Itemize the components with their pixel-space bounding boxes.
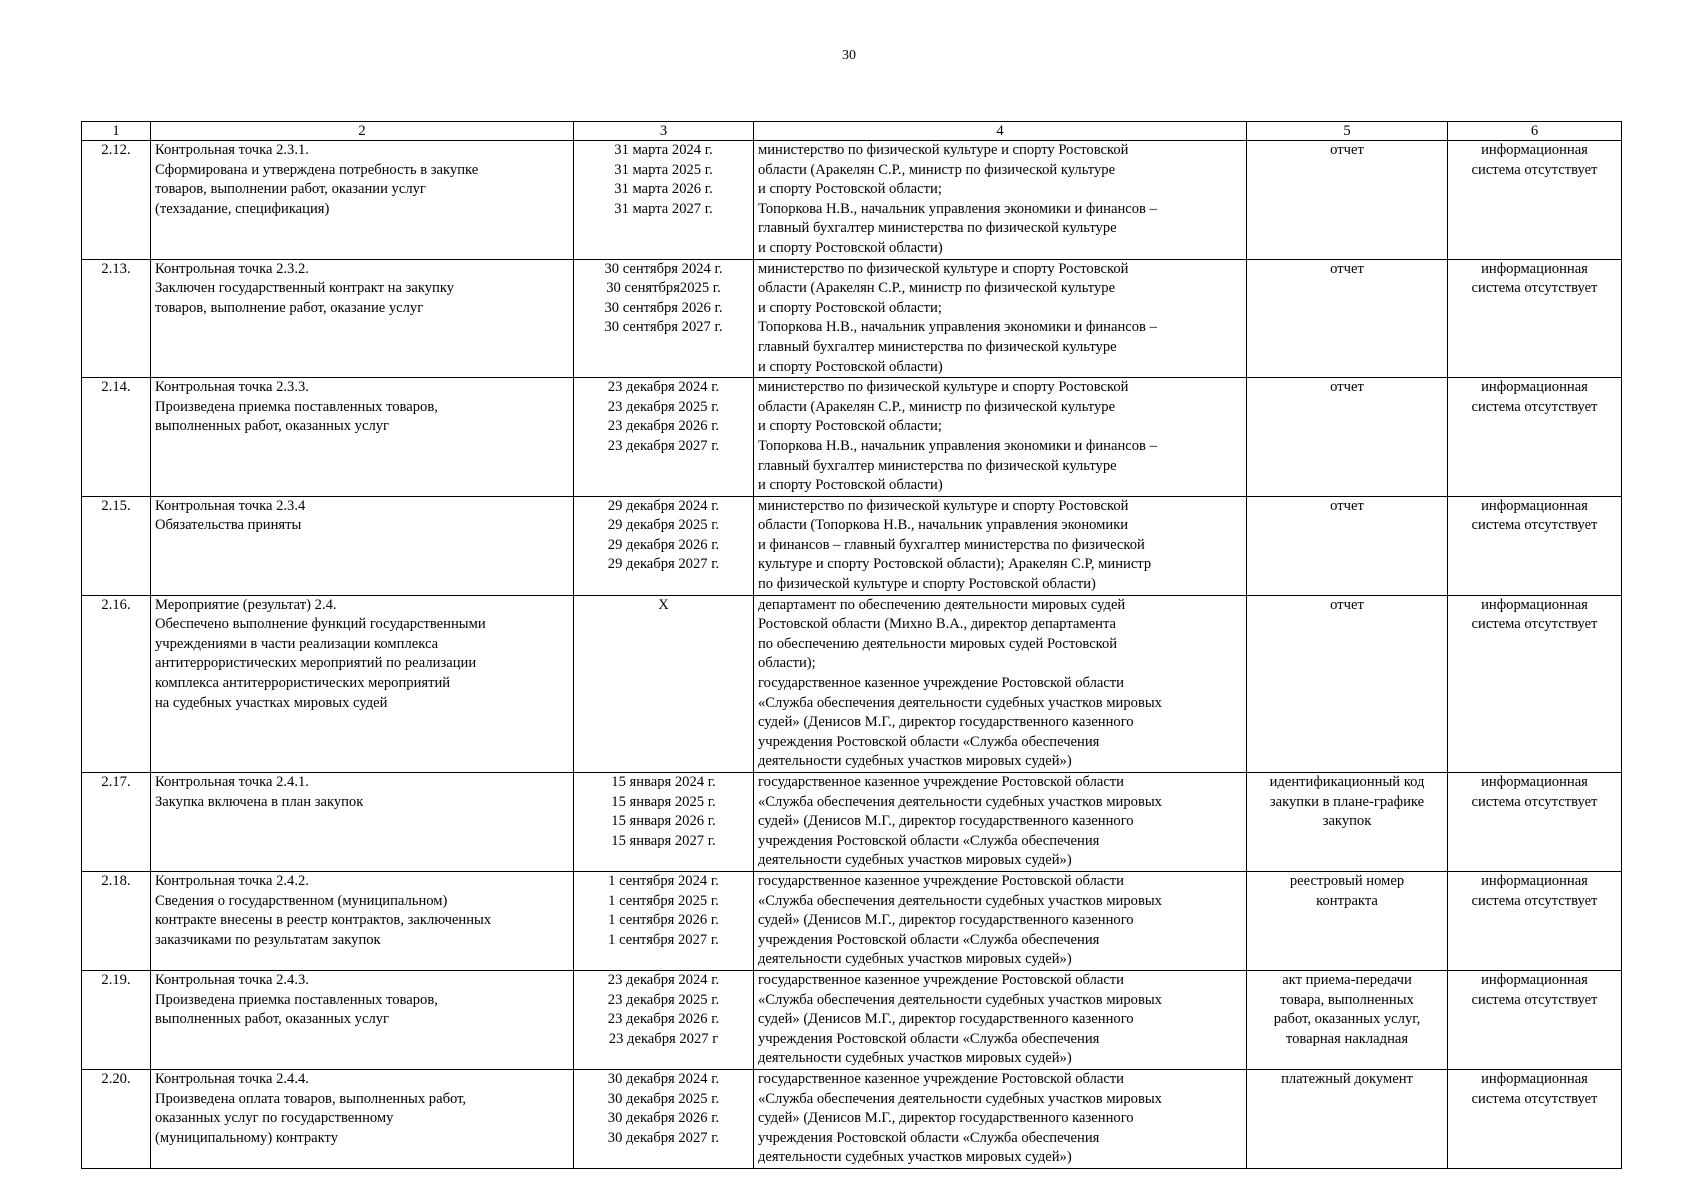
cell-line: система отсутствует xyxy=(1471,991,1598,1008)
item-name-cell xyxy=(151,970,574,1069)
document-cell xyxy=(1247,1069,1448,1168)
document-cell xyxy=(1247,496,1448,595)
document-cell xyxy=(1247,141,1448,260)
info-system-cell xyxy=(1448,773,1622,872)
deadline-cell xyxy=(574,259,754,378)
cell-line: выполненных работ, оказанных услуг xyxy=(155,1011,390,1028)
cell-line: 23 декабря 2027 г xyxy=(608,1030,719,1047)
cell-line: государственное казенное учреждение Ростовской области xyxy=(758,1070,1124,1087)
item-name-cell xyxy=(151,773,574,872)
cell-line: работ, оказанных услуг, xyxy=(1273,1011,1421,1028)
document-cell xyxy=(1247,595,1448,772)
header-cell: 1 xyxy=(82,122,151,141)
cell-line: главный бухгалтер министерства по физической культуре xyxy=(758,338,1117,355)
cell-line: судей» (Денисов М.Г., директор государственного казенного xyxy=(758,912,1134,929)
cell-line: 30 сентября 2027 г. xyxy=(604,319,723,336)
cell-line: 31 марта 2025 г. xyxy=(614,161,713,178)
cell-line: отчет xyxy=(1330,260,1364,277)
responsible-cell xyxy=(754,1069,1247,1168)
cell-line: 15 января 2024 г. xyxy=(611,774,716,790)
cell-line: и спорту Ростовской области; xyxy=(758,181,942,198)
cell-line: информационная xyxy=(1481,379,1588,396)
cell-line: система отсутствует xyxy=(1471,892,1598,909)
cell-line: 23 декабря 2024 г. xyxy=(607,379,720,396)
cell-line: Произведена приемка поставленных товаров, xyxy=(155,398,438,415)
cell-line: 23 декабря 2026 г. xyxy=(607,418,720,435)
cell-line: Обязательства приняты xyxy=(155,517,302,534)
cell-line: Топоркова Н.В., начальник управления экономики и финансов – xyxy=(758,319,1157,336)
table-row xyxy=(82,773,1622,872)
cell-line: «Служба обеспечения деятельности судебных участков мировых xyxy=(758,892,1162,909)
cell-line: отчет xyxy=(1330,497,1364,514)
cell-line: товаров, выполнение работ, оказание услуг xyxy=(155,299,424,316)
cell-line: Контрольная точка 2.3.2. xyxy=(155,260,309,277)
header-cell: 6 xyxy=(1448,122,1622,141)
cell-line: 23 декабря 2025 г. xyxy=(607,991,720,1008)
header-cell: 4 xyxy=(754,122,1247,141)
cell-line: министерство по физической культуре и спорту Ростовской xyxy=(758,497,1129,514)
cell-line: и спорту Ростовской области; xyxy=(758,299,942,316)
cell-line: и спорту Ростовской области) xyxy=(758,239,943,256)
cell-line: Обеспечено выполнение функций государственными xyxy=(155,616,486,633)
cell-line: 29 декабря 2024 г. xyxy=(607,497,720,514)
cell-line: 15 января 2025 г. xyxy=(611,793,716,810)
cell-line: области (Аракелян С.Р., министр по физической культуре xyxy=(758,280,1116,297)
cell-line: информационная xyxy=(1481,971,1588,988)
deadline-cell xyxy=(574,595,754,772)
info-system-cell xyxy=(1448,871,1622,970)
cell-line: (муниципальному) контракту xyxy=(155,1129,339,1146)
responsible-cell xyxy=(754,773,1247,872)
cell-line: платежный документ xyxy=(1281,1070,1413,1087)
cell-line: государственное казенное учреждение Ростовской области xyxy=(758,774,1124,790)
cell-line: культуре и спорту Ростовской области); Аракелян С.Р, министр xyxy=(758,556,1152,573)
page-number: 30 xyxy=(842,48,856,63)
cell-line: 23 декабря 2025 г. xyxy=(607,398,720,415)
info-system-cell xyxy=(1448,1069,1622,1168)
cell-line: судей» (Денисов М.Г., директор государственного казенного xyxy=(758,1110,1134,1127)
cell-line: идентификационный код xyxy=(1269,774,1425,790)
info-system-cell xyxy=(1448,378,1622,497)
cell-line: заказчиками по результатам закупок xyxy=(155,931,381,948)
cell-line: 29 декабря 2027 г. xyxy=(607,556,720,573)
cell-line: Произведена оплата товаров, выполненных работ, xyxy=(155,1090,467,1107)
cell-line: система отсутствует xyxy=(1471,280,1598,297)
header-cell: 3 xyxy=(574,122,754,141)
cell-line: деятельности судебных участков мировых судей») xyxy=(758,852,1072,869)
deadline-cell xyxy=(574,378,754,497)
cell-line: система отсутствует xyxy=(1471,161,1598,178)
table-row xyxy=(82,970,1622,1069)
cell-line: министерство по физической культуре и спорту Ростовской xyxy=(758,379,1129,396)
cell-line: Заключен государственный контракт на закупку xyxy=(155,280,455,297)
header-cell: 5 xyxy=(1247,122,1448,141)
cell-line: учреждениями в части реализации комплекса xyxy=(155,635,439,652)
responsible-cell xyxy=(754,970,1247,1069)
responsible-cell xyxy=(754,378,1247,497)
cell-line: 15 января 2026 г. xyxy=(611,813,716,830)
cell-line: информационная xyxy=(1481,260,1588,277)
row-number-cell: 2.20. xyxy=(82,1069,151,1168)
cell-line: товара, выполненных xyxy=(1280,991,1414,1008)
cell-line: 1 сентября 2026 г. xyxy=(608,912,719,929)
row-number-cell: 2.18. xyxy=(82,871,151,970)
responsible-cell xyxy=(754,595,1247,772)
cell-line: 1 сентября 2027 г. xyxy=(608,931,719,948)
deadline-cell xyxy=(574,871,754,970)
cell-line: информационная xyxy=(1481,596,1588,613)
cell-line: оказанных услуг по государственному xyxy=(155,1110,394,1127)
responsible-cell xyxy=(754,259,1247,378)
cell-line: Топоркова Н.В., начальник управления экономики и финансов – xyxy=(758,200,1157,217)
item-name-cell xyxy=(151,141,574,260)
cell-line: деятельности судебных участков мировых судей») xyxy=(758,951,1072,968)
table-header-row xyxy=(82,122,1622,141)
deadline-cell xyxy=(574,496,754,595)
table-row xyxy=(82,141,1622,260)
responsible-cell xyxy=(754,141,1247,260)
cell-line: система отсутствует xyxy=(1471,517,1598,534)
cell-line: система отсутствует xyxy=(1471,398,1598,415)
cell-line: система отсутствует xyxy=(1471,793,1598,810)
cell-line: государственное казенное учреждение Ростовской области xyxy=(758,675,1124,692)
cell-line: 30 декабря 2025 г. xyxy=(607,1090,720,1107)
cell-line: 31 марта 2026 г. xyxy=(614,181,713,198)
cell-line: Контрольная точка 2.3.3. xyxy=(155,379,309,396)
deadline-cell xyxy=(574,773,754,872)
cell-line: судей» (Денисов М.Г., директор государственного казенного xyxy=(758,714,1134,731)
cell-line: Мероприятие (результат) 2.4. xyxy=(155,596,337,613)
cell-line: главный бухгалтер министерства по физической культуре xyxy=(758,457,1117,474)
cell-line: 30 декабря 2024 г. xyxy=(607,1070,720,1087)
row-number-cell: 2.15. xyxy=(82,496,151,595)
cell-line: информационная xyxy=(1481,497,1588,514)
cell-line: товаров, выполнении работ, оказании услуг xyxy=(155,181,426,198)
table-row xyxy=(82,496,1622,595)
row-number-cell: 2.19. xyxy=(82,970,151,1069)
cell-line: 1 сентября 2025 г. xyxy=(608,892,719,909)
cell-line: Контрольная точка 2.3.1. xyxy=(155,142,309,158)
cell-line: Топоркова Н.В., начальник управления экономики и финансов – xyxy=(758,437,1157,454)
item-name-cell xyxy=(151,496,574,595)
cell-line: Сформирована и утверждена потребность в закупке xyxy=(155,161,479,178)
cell-line: области (Аракелян С.Р., министр по физической культуре xyxy=(758,398,1116,415)
cell-line: Контрольная точка 2.4.4. xyxy=(155,1070,309,1087)
cell-line: Ростовской области (Михно В.А., директор департамента xyxy=(758,616,1116,633)
cell-line: Контрольная точка 2.4.1. xyxy=(155,774,309,790)
cell-line: на судебных участках мировых судей xyxy=(155,694,388,711)
cell-line: министерство по физической культуре и спорту Ростовской xyxy=(758,260,1129,277)
cell-line: по обеспечению деятельности мировых судей Ростовской xyxy=(758,635,1118,652)
cell-line: 30 сенятбря2025 г. xyxy=(606,280,721,297)
cell-line: 23 декабря 2027 г. xyxy=(607,437,720,454)
cell-line: 29 декабря 2025 г. xyxy=(607,517,720,534)
row-number-cell: 2.13. xyxy=(82,259,151,378)
cell-line: учреждения Ростовской области «Служба обеспечения xyxy=(758,832,1100,849)
cell-line: 30 сентября 2024 г. xyxy=(604,260,723,277)
cell-line: судей» (Денисов М.Г., директор государственного казенного xyxy=(758,813,1134,830)
cell-line: товарная накладная xyxy=(1285,1030,1409,1047)
cell-line: по физической культуре и спорту Ростовской области) xyxy=(758,576,1096,593)
cell-line: области); xyxy=(758,655,816,672)
cell-line: закупок xyxy=(1322,813,1372,830)
row-number-cell: 2.14. xyxy=(82,378,151,497)
table-row xyxy=(82,595,1622,772)
responsible-cell xyxy=(754,871,1247,970)
cell-line: и спорту Ростовской области; xyxy=(758,418,942,435)
cell-line: Контрольная точка 2.4.2. xyxy=(155,872,309,889)
cell-line: судей» (Денисов М.Г., директор государственного казенного xyxy=(758,1011,1134,1028)
cell-line: деятельности судебных участков мировых судей») xyxy=(758,753,1072,770)
item-name-cell xyxy=(151,595,574,772)
table-row xyxy=(82,378,1622,497)
table-row xyxy=(82,871,1622,970)
cell-line: учреждения Ростовской области «Служба обеспечения xyxy=(758,1129,1100,1146)
cell-line: Контрольная точка 2.4.3. xyxy=(155,971,309,988)
cell-line: главный бухгалтер министерства по физической культуре xyxy=(758,220,1117,237)
cell-line: 15 января 2027 г. xyxy=(611,832,716,849)
cell-line: 30 декабря 2026 г. xyxy=(607,1110,720,1127)
document-cell xyxy=(1247,259,1448,378)
cell-line: (техзадание, спецификация) xyxy=(155,200,330,217)
cell-line: 29 декабря 2026 г. xyxy=(607,536,720,553)
deadline-cell xyxy=(574,970,754,1069)
cell-line: и спорту Ростовской области) xyxy=(758,358,943,375)
cell-line: «Служба обеспечения деятельности судебных участков мировых xyxy=(758,1090,1162,1107)
cell-line: «Служба обеспечения деятельности судебных участков мировых xyxy=(758,793,1162,810)
info-system-cell xyxy=(1448,141,1622,260)
cell-line: деятельности судебных участков мировых судей») xyxy=(758,1149,1072,1166)
cell-line: департамент по обеспечению деятельности мировых судей xyxy=(758,596,1126,613)
cell-line: 31 марта 2024 г. xyxy=(614,142,713,158)
cell-line: учреждения Ростовской области «Служба обеспечения xyxy=(758,931,1100,948)
cell-line: система отсутствует xyxy=(1471,1090,1598,1107)
cell-line: Контрольная точка 2.3.4 xyxy=(155,497,306,514)
info-system-cell xyxy=(1448,595,1622,772)
cell-line: информационная xyxy=(1481,142,1588,158)
cell-line: реестровый номер xyxy=(1289,872,1405,889)
row-number-cell: 2.16. xyxy=(82,595,151,772)
table-row xyxy=(82,1069,1622,1168)
cell-line: отчет xyxy=(1330,596,1364,613)
cell-line: области (Аракелян С.Р., министр по физической культуре xyxy=(758,161,1116,178)
item-name-cell xyxy=(151,871,574,970)
row-number-cell: 2.17. xyxy=(82,773,151,872)
cell-line: отчет xyxy=(1330,379,1364,396)
info-system-cell xyxy=(1448,259,1622,378)
cell-line: 30 декабря 2027 г. xyxy=(607,1129,720,1146)
cell-line: акт приема-передачи xyxy=(1282,971,1412,988)
cell-line: информационная xyxy=(1481,872,1588,889)
responsible-cell xyxy=(754,496,1247,595)
cell-line: контракта xyxy=(1316,892,1378,909)
table-row xyxy=(82,259,1622,378)
cell-line: области (Топоркова Н.В., начальник управления экономики xyxy=(758,517,1129,534)
document-cell xyxy=(1247,378,1448,497)
document-cell xyxy=(1247,773,1448,872)
cell-line: деятельности судебных участков мировых судей») xyxy=(758,1050,1072,1067)
document-cell xyxy=(1247,871,1448,970)
cell-line: Закупка включена в план закупок xyxy=(155,793,364,810)
cell-line: антитеррористических мероприятий по реализации xyxy=(155,655,477,672)
control-points-table xyxy=(81,121,1622,1169)
cell-line: информационная xyxy=(1481,1070,1588,1087)
cell-line: 1 сентября 2024 г. xyxy=(608,872,719,889)
info-system-cell xyxy=(1448,970,1622,1069)
cell-line: государственное казенное учреждение Ростовской области xyxy=(758,872,1124,889)
cell-line: отчет xyxy=(1330,142,1364,158)
cell-line: и спорту Ростовской области) xyxy=(758,477,943,494)
cell-line: учреждения Ростовской области «Служба обеспечения xyxy=(758,733,1100,750)
row-number-cell: 2.12. xyxy=(82,141,151,260)
cell-line: 23 декабря 2026 г. xyxy=(607,1011,720,1028)
cell-line: Сведения о государственном (муниципальном) xyxy=(155,892,448,909)
cell-line: министерство по физической культуре и спорту Ростовской xyxy=(758,142,1129,158)
cell-line: учреждения Ростовской области «Служба обеспечения xyxy=(758,1030,1100,1047)
cell-line: 30 сентября 2026 г. xyxy=(604,299,723,316)
item-name-cell xyxy=(151,378,574,497)
item-name-cell xyxy=(151,259,574,378)
cell-line: система отсутствует xyxy=(1471,616,1598,633)
item-name-cell xyxy=(151,1069,574,1168)
cell-line: выполненных работ, оказанных услуг xyxy=(155,418,390,435)
cell-line: и финансов – главный бухгалтер министерства по физической xyxy=(758,536,1145,553)
cell-line: информационная xyxy=(1481,774,1588,790)
cell-line: «Служба обеспечения деятельности судебных участков мировых xyxy=(758,694,1162,711)
cell-line: контракте внесены в реестр контрактов, заключенных xyxy=(155,912,492,929)
document-cell xyxy=(1247,970,1448,1069)
cell-line: закупки в плане-графике xyxy=(1269,793,1425,810)
deadline-cell xyxy=(574,1069,754,1168)
cell-line: Произведена приемка поставленных товаров, xyxy=(155,991,438,1008)
cell-line: Х xyxy=(658,596,669,613)
info-system-cell xyxy=(1448,496,1622,595)
cell-line: государственное казенное учреждение Ростовской области xyxy=(758,971,1124,988)
cell-line: комплекса антитеррористических мероприятий xyxy=(155,675,451,692)
cell-line: «Служба обеспечения деятельности судебных участков мировых xyxy=(758,991,1162,1008)
deadline-cell xyxy=(574,141,754,260)
cell-line: 23 декабря 2024 г. xyxy=(607,971,720,988)
cell-line: 31 марта 2027 г. xyxy=(614,200,713,217)
header-cell: 2 xyxy=(151,122,574,141)
